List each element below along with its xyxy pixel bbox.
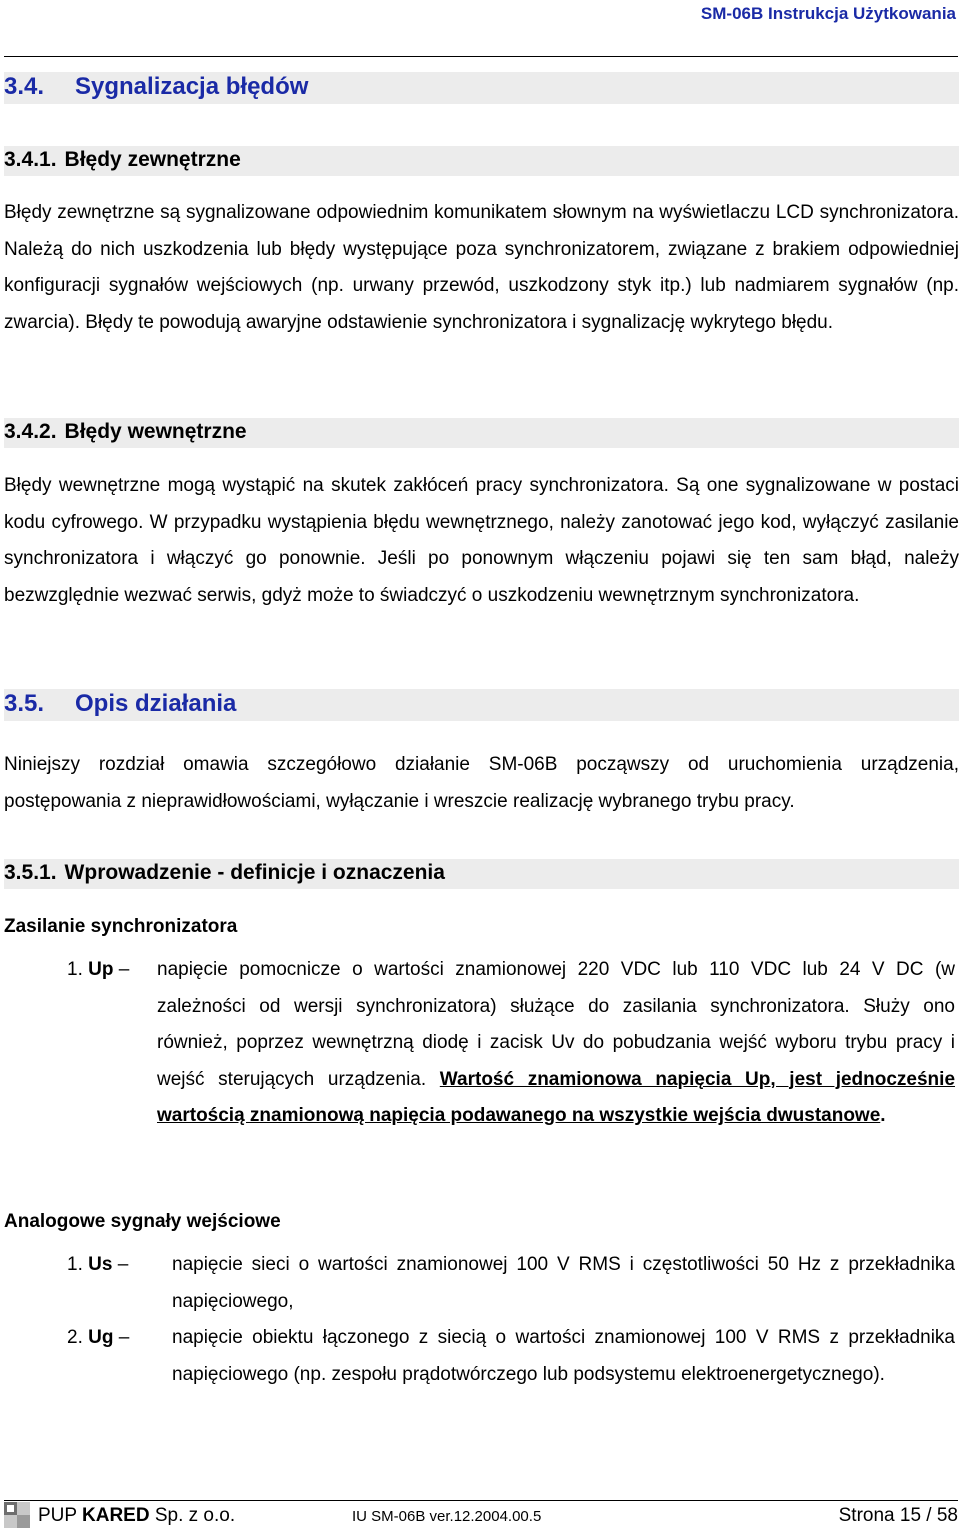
section-heading-3-5 [4,690,236,718]
item-symbol: Up [88,959,114,980]
definition-item-ug [67,1320,959,1393]
subsection-number: 3.5.1. [4,861,57,884]
footer-document-id: IU SM-06B ver.12.2004.00.5 [352,1508,542,1525]
item-dash: – [118,1327,130,1348]
section-number: 3.4. [4,73,45,100]
running-header-title: SM-06B Instrukcja Użytkowania [700,4,956,23]
paragraph-external-errors: Błędy zewnętrzne są sygnalizowane odpowiednim komunikatem słownym na wyświetlaczu LCD synchronizatora. Należą do nich uszkodzenia lub błędy występujące poza synchronizatorem, związane z brakiem odpowiedniej konfiguracji sygnałów wejściowych (np. urwany przewód, uszkodzony styk itp.) lub nadmiarem sygnałów (np. zwarcia). Błędy te powodują awaryjne odstawienie synchronizatora i sygnalizację wykrytego błędu. [4,202,959,333]
subsection-number: 3.4.1. [4,148,57,171]
footer-rule [4,1500,958,1501]
subsection-title: Błędy zewnętrzne [64,148,241,171]
item-symbol: Us [88,1254,113,1275]
paragraph-internal-errors: Błędy wewnętrzne mogą wystąpić na skutek zakłóceń pracy synchronizatora. Są one sygnalizowane w postaci kodu cyfrowego. W przypadku wystąpienia błędu wewnętrznego, należy zanotować jego kod, wyłączyć zasilanie synchronizatora i włączyć go ponownie. Jeśli po ponownym włączeniu pojawi się ten sam błąd, należy bezwzględnie wezwać serwis, gdyż może to świadczyć o uszkodzeniu wewnętrznym synchronizatora. [4,475,959,606]
subsection-heading-3-5-1 [4,861,445,885]
item-text: napięcie pomocnicze o wartości znamionowej 220 VDC lub 110 VDC lub 24 V DC (w zależności od wersji synchronizatora) służące do zasilania synchronizatora. Służy ono również, poprzez wewnętrzną diodę i zacisk Uv do pobudzania wejść wyboru trybu pracy i wejść sterujących urządzenia. [157,959,955,1090]
item-description [157,952,955,1135]
item-emphasis-end: . [880,1105,886,1126]
subsection-title: Wprowadzenie - definicje i oznaczenia [64,861,445,884]
footer-page-number: Strona 15 / 58 [838,1505,958,1526]
definition-group-heading-power: Zasilanie synchronizatora [4,916,238,937]
item-number: 2. [67,1327,83,1348]
item-dash: – [118,959,130,980]
definition-group-heading-analog: Analogowe sygnały wejściowe [4,1211,281,1232]
item-emphasis: Wartość znamionowa napięcia Up, jest jednocześnie wartością znamionową napięcia podawanego na wszystkie wejścia dwustanowe [157,1068,956,1126]
definition-list-power [67,952,959,1135]
section-heading-3-4 [4,73,308,101]
item-description: napięcie obiektu łączonego z siecią o wartości znamionowej 100 V RMS z przekładnika napięciowego (np. zespołu prądotwórczego lub podsystemu elektroenergetycznego). [172,1327,955,1385]
section-number: 3.5. [4,690,45,717]
footer-company-suffix: Sp. z o.o. [149,1505,236,1526]
footer-company [38,1505,235,1527]
item-dash: – [117,1254,129,1275]
company-logo-icon [4,1502,30,1528]
header-rule [4,56,958,57]
subsection-number: 3.4.2. [4,420,57,443]
item-number: 1. [67,959,83,980]
subsection-heading-3-4-1 [4,148,241,172]
subsection-title: Błędy wewnętrzne [64,420,247,443]
section-title: Opis działania [75,690,237,717]
item-description: napięcie sieci o wartości znamionowej 100 V RMS i częstotliwości 50 Hz z przekładnika napięciowego, [172,1254,955,1312]
definition-item-us [67,1247,959,1320]
item-symbol: Ug [88,1327,114,1348]
definition-item-up [67,952,959,1135]
subsection-heading-3-4-2 [4,420,247,444]
definition-list-analog [67,1247,959,1393]
item-number: 1. [67,1254,83,1275]
footer-company-bold: KARED [82,1505,150,1526]
section-title: Sygnalizacja błędów [75,73,309,100]
paragraph-operation-description: Niniejszy rozdział omawia szczegółowo działanie SM-06B począwszy od uruchomienia urządzenia, postępowania z nieprawidłowościami, wyłączanie i wreszcie realizację wybranego trybu pracy. [4,754,959,812]
footer-company-prefix: PUP [38,1505,83,1526]
